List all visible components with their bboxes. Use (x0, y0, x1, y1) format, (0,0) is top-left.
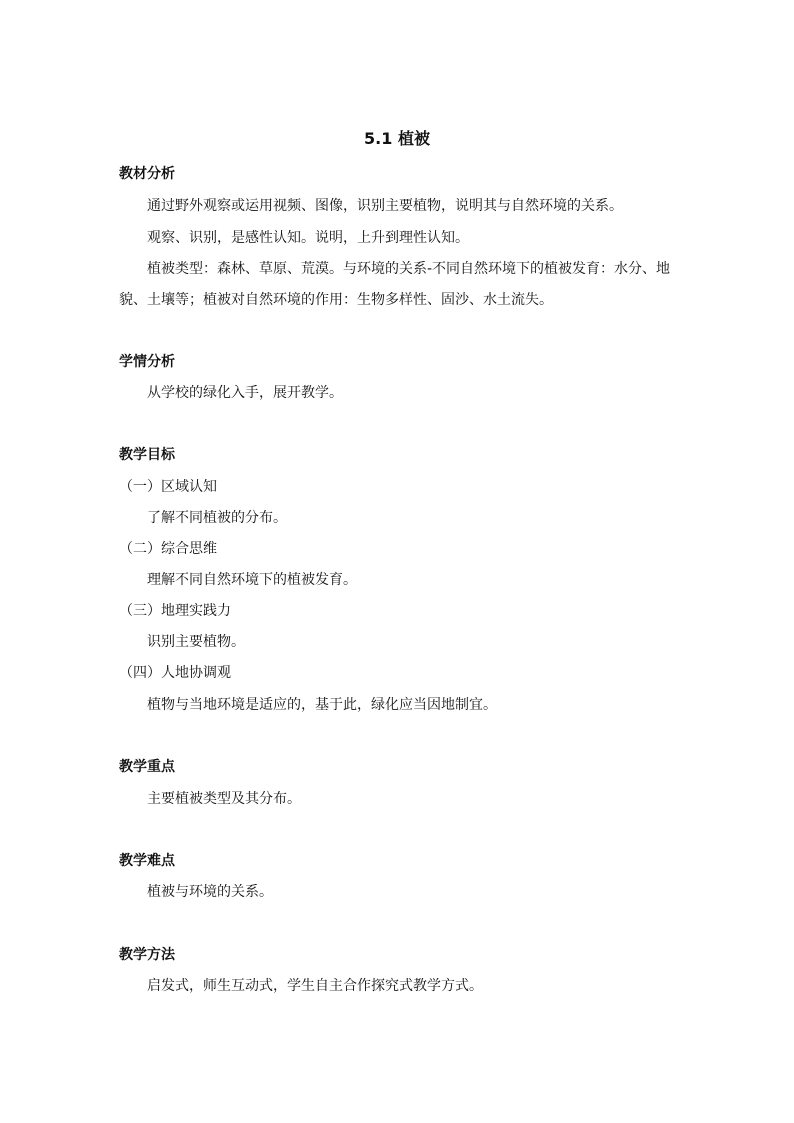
paragraph-student-1: 从学校的绿化入手，展开教学。 (147, 385, 343, 401)
paragraph-difficulties: 植被与环境的关系。 (147, 884, 273, 900)
objective-text-4: 植物与当地环境是适应的，基于此，绿化应当因地制宜。 (147, 697, 497, 713)
paragraph-textbook-3-line1: 植被类型：森林、草原、荒漠。与环境的关系-不同自然环境下的植被发育：水分、地 (147, 261, 671, 277)
paragraph-textbook-3-line2: 貌、土壤等；植被对自然环境的作用：生物多样性、固沙、水土流失。 (119, 292, 553, 308)
heading-key-points: 教学重点 (119, 759, 175, 775)
paragraph-textbook-2: 观察、识别，是感性认知。说明，上升到理性认知。 (147, 230, 469, 246)
heading-student-analysis: 学情分析 (119, 354, 175, 370)
objective-label-1: （一）区域认知 (119, 479, 217, 495)
paragraph-textbook-1: 通过野外观察或运用视频、图像，识别主要植物，说明其与自然环境的关系。 (147, 198, 623, 214)
paragraph-key-points: 主要植被类型及其分布。 (147, 791, 301, 807)
page-title: 5.1 植被 (364, 129, 430, 148)
paragraph-methods: 启发式，师生互动式，学生自主合作探究式教学方式。 (147, 978, 483, 994)
objective-label-2: （二）综合思维 (119, 541, 217, 557)
objective-text-2: 理解不同自然环境下的植被发育。 (147, 572, 357, 588)
heading-difficulties: 教学难点 (119, 853, 175, 869)
objective-text-1: 了解不同植被的分布。 (147, 510, 287, 526)
heading-textbook-analysis: 教材分析 (119, 166, 175, 182)
objective-label-4: （四）人地协调观 (119, 665, 231, 681)
objective-text-3: 识别主要植物。 (147, 634, 245, 650)
heading-methods: 教学方法 (119, 947, 175, 963)
heading-teaching-objectives: 教学目标 (119, 447, 175, 463)
objective-label-3: （三）地理实践力 (119, 603, 231, 619)
